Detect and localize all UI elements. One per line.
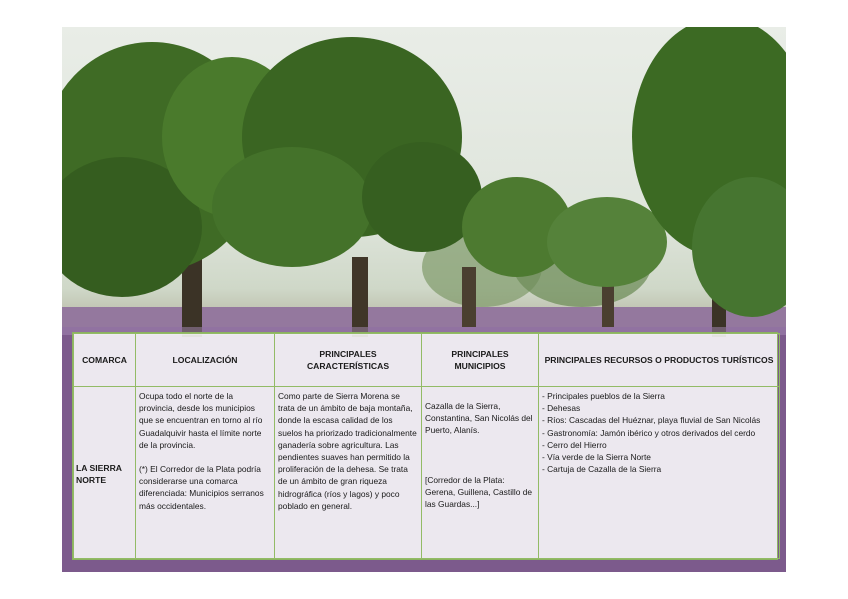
cell-recursos xyxy=(539,387,780,559)
header-comarca: COMARCA xyxy=(74,334,136,387)
list-item: - Ríos: Cascadas del Huéznar, playa fluvial de San Nicolás xyxy=(542,414,776,426)
list-item: - Cartuja de Cazalla de la Sierra xyxy=(542,463,776,475)
list-item: - Cerro del Hierro xyxy=(542,439,776,451)
header-recursos: PRINCIPALES RECURSOS O PRODUCTOS TURÍSTICOS xyxy=(539,334,780,387)
caracteristicas-text: Como parte de Sierra Morena se trata de un ámbito de baja montaña, donde la escasa calidad de los suelos ha priorizado tradicionalmente ganadería sobre agricultura. Las pendientes suaves han permitido la proliferación de la dehesa. Se trata de un ámbito de gran riqueza hidrográfica (ríos y lagos) y poco poblado en general. xyxy=(278,391,417,511)
cell-comarca: LA SIERRA NORTE xyxy=(74,387,136,559)
municipios-corredor: [Corredor de la Plata: Gerena, Guillena, Castillo de las Guardas...] xyxy=(425,474,533,510)
municipios-text: Cazalla de la Sierra, Constantina, San Nicolás del Puerto, Alanís. xyxy=(425,401,533,436)
list-item: - Gastronomía: Jamón ibérico y otros derivados del cerdo xyxy=(542,427,776,439)
cell-municipios xyxy=(422,387,539,559)
table-header-row xyxy=(74,334,780,387)
recursos-list xyxy=(542,390,776,475)
table xyxy=(73,333,780,559)
header-caracteristicas: PRINCIPALES CARACTERÍSTICAS xyxy=(275,334,422,387)
comarca-table xyxy=(72,332,778,560)
list-item: - Principales pueblos de la Sierra xyxy=(542,390,776,402)
cell-caracteristicas xyxy=(275,387,422,559)
list-item: - Dehesas xyxy=(542,402,776,414)
header-localizacion: LOCALIZACIÓN xyxy=(136,334,275,387)
header-municipios: PRINCIPALES MUNICIPIOS xyxy=(422,334,539,387)
localizacion-note: (*) El Corredor de la Plata podría considerarse una comarca diferenciada: Municipios serranos más occidentales. xyxy=(139,464,264,511)
localizacion-text: Ocupa todo el norte de la provincia, desde los municipios que se encuentran en torno al río Guadalquivir hasta el límite norte de la provincia. xyxy=(139,391,263,450)
cell-localizacion xyxy=(136,387,275,559)
table-row xyxy=(74,387,780,559)
list-item: - Vía verde de la Sierra Norte xyxy=(542,451,776,463)
